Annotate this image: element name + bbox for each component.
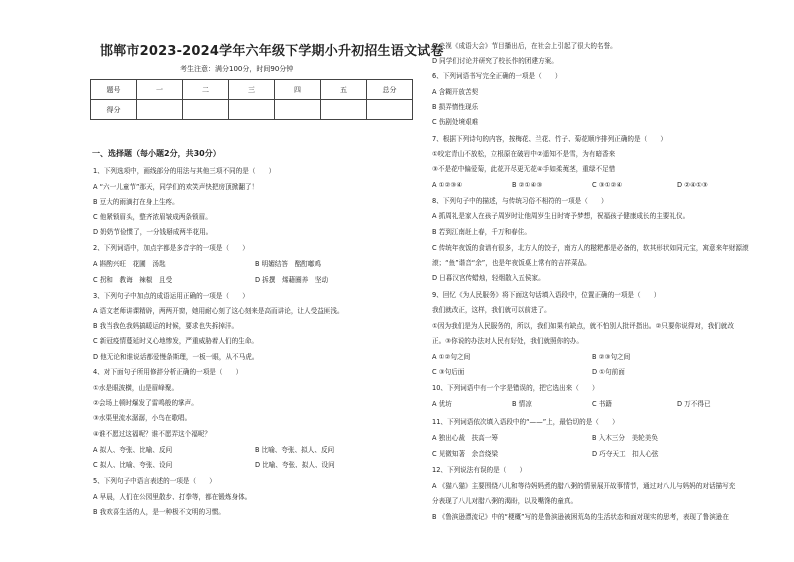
option-line: B 入木三分 美轮美奂 [592, 434, 658, 442]
score-row-label: 得分 [91, 100, 137, 120]
sentence-line: ①咬定青山不放松，立根原在破岩中②遥知不是雪，为有暗香来 [432, 150, 616, 158]
option-line: B 明媚结答 酩酊嘟鸡 [255, 260, 321, 268]
question-line: 6、下列词语书写完全正确的一项是（ ） [432, 72, 562, 80]
option-line: C ③句后面 [432, 368, 465, 376]
option-line: C 拟人、比喻、夸张、设问 [93, 461, 173, 469]
option-line: D 巧夺天工 扣人心弦 [592, 450, 659, 458]
sentence-line: ①因为我们是为人民服务的，所以，我们如果有缺点，就不怕别人批评指出。②只要你说得对，我们就改 [432, 322, 734, 330]
option-line: A 抓周礼是家人在孩子周岁时让他周岁生日时寄予梦想，祝福孩子健康成长的主要礼仪。 [432, 212, 690, 220]
question-line: 1、下列选项中，画线部分的用法与其他三项不同的是（ ） [93, 167, 276, 175]
question-line: 10、下列词语中有一个字是错误的，把它选出来（ ） [432, 384, 599, 392]
question-line: 9、回忆《为人民服务》将下面这句话填入语段中，位置正确的一项是（ ） [432, 291, 661, 299]
option-line: C 伤剧处境艰难 [432, 118, 479, 126]
option-line: C 拐和 教诲 辣椒 且受 [93, 276, 173, 284]
option-line: B 若到江南赶上春，千万和春住。 [432, 228, 531, 236]
option-line: C ③①②④ [592, 181, 623, 189]
score-header-cell: 题号 [91, 80, 137, 100]
option-line: B ②③句之间 [592, 353, 631, 361]
sentence-line: ①水是眼波横，山是眉峰聚。 [93, 384, 179, 392]
question-line: 4、对下面句子所用修辞分析正确的一项是（ ） [93, 368, 243, 376]
sentence-line: ③水渠里流水潺潺，小鸟在歌唱。 [93, 414, 192, 422]
score-cell[interactable] [275, 100, 321, 120]
option-line: 分表现了八儿对腊八粥的渴盼，以及嘴馋的童真。 [432, 497, 578, 505]
score-cell[interactable] [321, 100, 367, 120]
option-line: C 传统年夜饭的食谱有很多，北方人的饺子，南方人的糍粑都是必备的，软其形状如同元宝，寓意来年财源滚 [432, 244, 749, 252]
exam-title: 邯郸市2023-2024学年六年级下学期小升初招生语文试卷 [100, 44, 444, 59]
sentence-line: ②会场上顿时爆发了雷鸣般的掌声。 [93, 399, 198, 407]
option-line: D 奶奶节俭惯了，一分钱掰成两半花用。 [93, 228, 213, 236]
option-line: B 比喻、夸张、拟人、反问 [255, 446, 335, 454]
score-header-cell: 四 [275, 80, 321, 100]
score-header-cell: 二 [183, 80, 229, 100]
score-header-cell: 总分 [367, 80, 413, 100]
option-line: B ②①④③ [512, 181, 543, 189]
option-line: D ①句前面 [592, 368, 625, 376]
option-line: D 比喻、夸张、拟人、设问 [255, 461, 335, 469]
option-line: B 我当我色我妈搞暖运的时候，要求也失拆掉洋。 [93, 322, 239, 330]
option-line: A 优坊 [432, 400, 452, 408]
option-line: D 他无论和谁说话都爱慢条斯理，一板一眼，从不马虎。 [93, 353, 259, 361]
option-line: B 情凉 [512, 400, 532, 408]
question-line: 3、下列句子中加点的成语运用正确的一项是（ ） [93, 292, 249, 300]
option-line: B 损弄惰性现乐 [432, 103, 479, 111]
option-line: D 拆撰 烯藉圈养 坚动 [255, 276, 329, 284]
score-table [90, 79, 413, 120]
exam-notice: 考生注意：满分100分，时间90分钟 [180, 65, 294, 73]
option-line: A 《猫八猫》主要围绕八儿和等待妈妈煮的腊八粥的情景展开故事情节，通过对八儿与妈妈的对话描写充 [432, 482, 736, 490]
score-cell[interactable] [183, 100, 229, 120]
score-cell[interactable] [229, 100, 275, 120]
score-cell[interactable] [367, 100, 413, 120]
score-table-score-row [91, 100, 413, 120]
question-line: 7、根据下列诗句的内容，按梅花、兰花、竹子、菊花顺序排列正确的是（ ） [432, 135, 667, 143]
option-line: A 早晨，人们在公园里散步、打拳等，都在锻炼身体。 [93, 493, 252, 501]
sentence-line: ④谁不愿过这福呢？谁不愿弄这个福呢？ [93, 430, 212, 438]
option-line: A “六一儿童节”那天，同学们的欢笑声快把房顶掀翻了！ [93, 183, 259, 191]
score-table-header-row [91, 80, 413, 100]
score-header-cell: 五 [321, 80, 367, 100]
option-line: D 同学们讨论并研究了校长作的团建方案。 [432, 57, 558, 65]
sentence-line: 正。③你说的办法对人民有好处，我们就照你的办。 [432, 337, 583, 345]
option-line: C 央视《成语大会》节目播出后，在社会上引起了很大的名誉。 [432, 42, 617, 50]
question-line: 2、下列词语中，加点字都是多音字的一项是（ ） [93, 244, 249, 252]
score-header-cell: 三 [229, 80, 275, 100]
option-line: C 新冠疫情蔓延时义心地惨发，严重威胁着人们的生命。 [93, 337, 258, 345]
score-cell[interactable] [137, 100, 183, 120]
option-line: A 拟人、夸张、比喻、反问 [93, 446, 173, 454]
option-line: A 斟酌兴旺 花圃 汤匙 [93, 260, 166, 268]
option-line: D 日暮汉宫传蜡烛，轻烟散入五侯家。 [432, 274, 545, 282]
option-line: B 我欢喜生活的人，是一种极不文明的习惯。 [93, 508, 225, 516]
option-line: B 豆大的雨滴打在身上生疼。 [93, 198, 179, 206]
option-line: 滚；“鱼”谐音“余”，也是年夜饭桌上常有的吉祥菜品。 [432, 259, 591, 267]
option-line: B 《鲁滨逊漂流记》中的“梗概”写的是鲁滨逊被困荒岛的生活状态和面对现实的思考，表现了鲁滨逊在 [432, 513, 729, 521]
sentence-line: ③不是花中偏爱菊，此花开尽更无花④手如柔荑茎，重绿不足惜 [432, 165, 616, 173]
option-line: D 万不得已 [677, 400, 711, 408]
option-line: A 含糊开放苦契 [432, 88, 479, 96]
option-line: A ①②句之间 [432, 353, 471, 361]
section-title: 一、选择题（每小题2分，共30分） [92, 149, 221, 158]
question-line: 11、下列词语依次填入语段中的“——”上，最恰切的是（ ） [432, 418, 619, 426]
option-line: C 书籍 [592, 400, 612, 408]
sentence-line: 我们就改正，这样，我们就可以前进了。 [432, 306, 551, 314]
question-line: 12、下列说法有误的是（ ） [432, 466, 527, 474]
question-line: 8、下列句子中的描述，与传统习俗不相符的一项是（ ） [432, 197, 608, 205]
score-header-cell: 一 [137, 80, 183, 100]
option-line: A 独出心裁 扶高一筹 [432, 434, 498, 442]
question-line: 5、下列句子中语言表述的一项是（ ） [93, 477, 216, 485]
option-line: D ②④①③ [677, 181, 708, 189]
option-line: C 见微知著 余音绕梁 [432, 450, 499, 458]
option-line: A 语文老师讲课精辟，两两开窗，她用耐心刻了这心刻来是高而讲论，让人受益匪浅。 [93, 307, 344, 315]
option-line: C 他紧锁眉头，整齐浓眉皱成两条锁眉。 [93, 213, 212, 221]
option-line: A ①②③④ [432, 181, 463, 189]
